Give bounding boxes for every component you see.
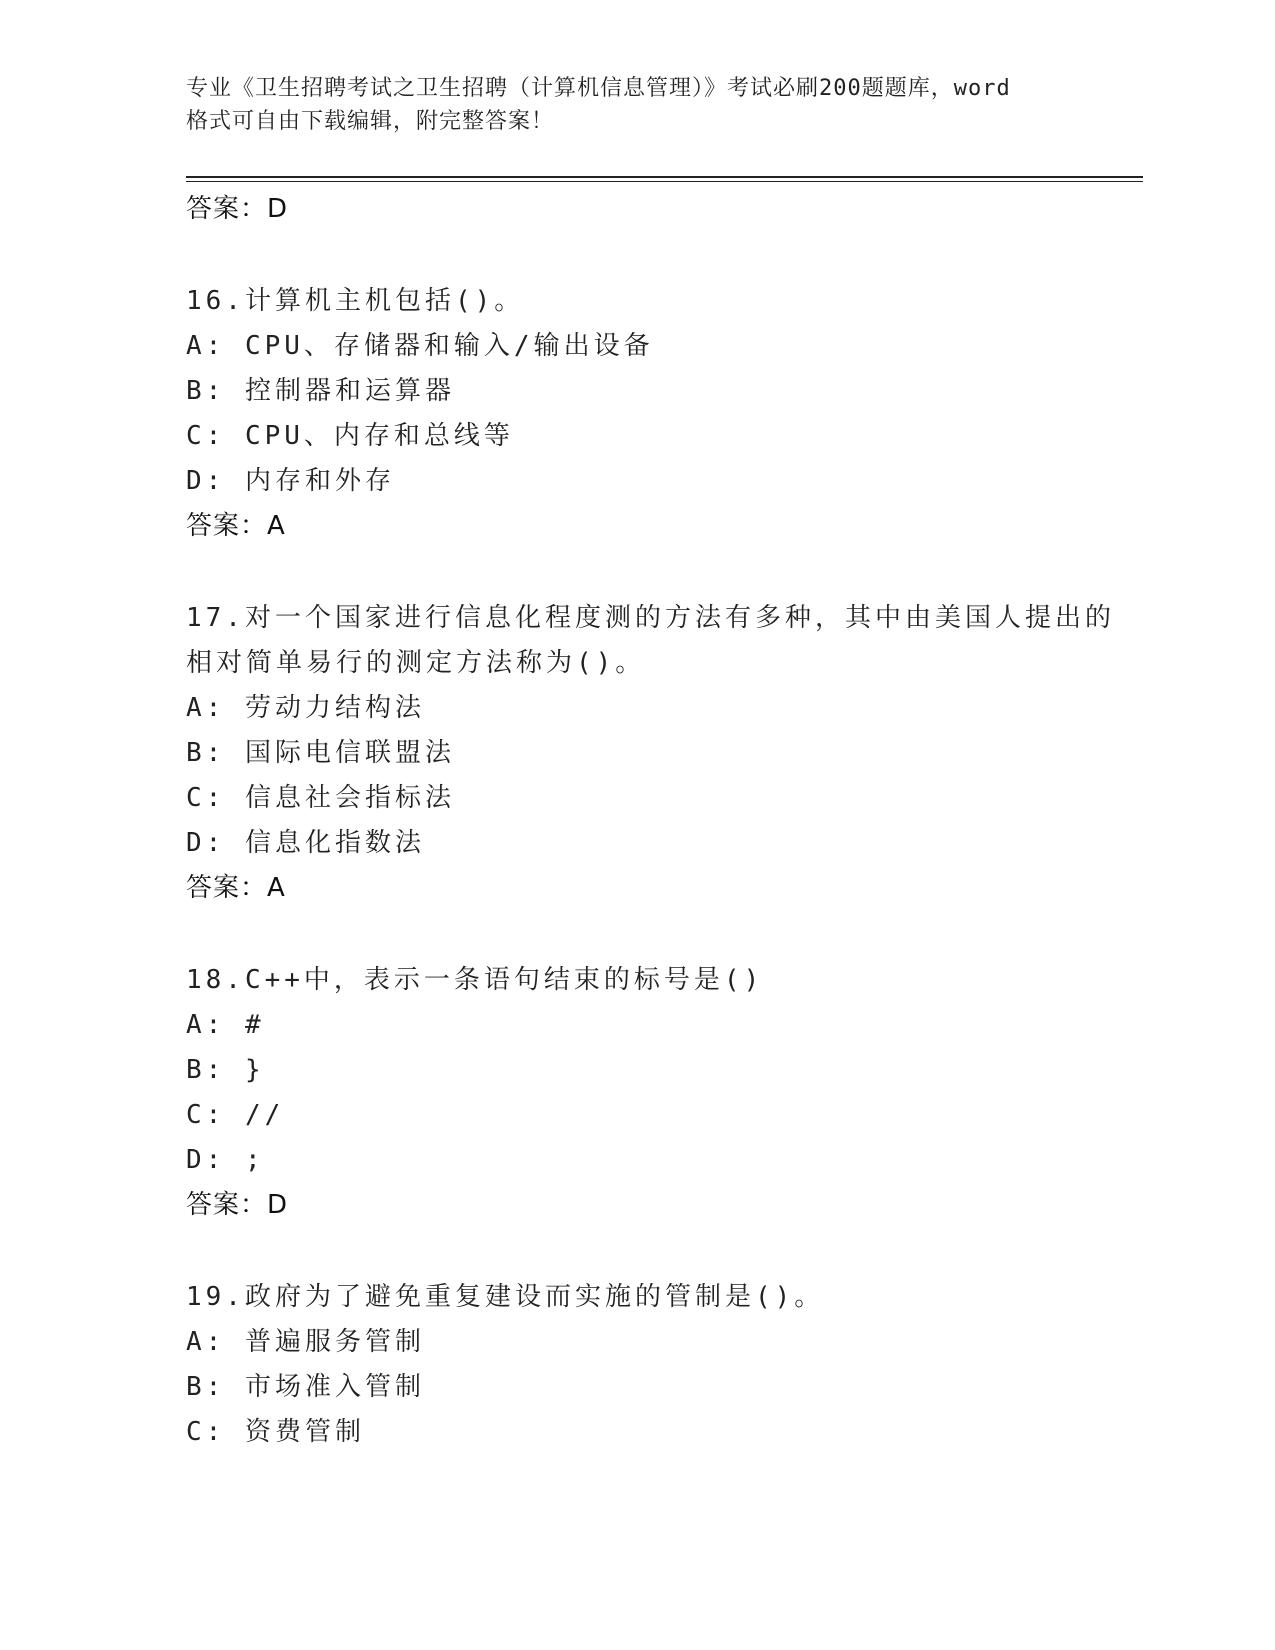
header-line-2: 格式可自由下载编辑，附完整答案！ xyxy=(186,109,555,134)
question-18-option-a: A: # xyxy=(186,1010,265,1040)
question-18-text: 18.C++中，表示一条语句结束的标号是() xyxy=(186,965,764,995)
question-16-option-a: A: CPU、存储器和输入/输出设备 xyxy=(186,331,654,361)
question-18-option-c: C: // xyxy=(186,1100,285,1130)
question-16-option-b: B: 控制器和运算器 xyxy=(186,376,455,406)
question-19-option-c: C: 资费管制 xyxy=(186,1417,365,1447)
document-header xyxy=(186,72,1086,138)
question-16-text: 16.计算机主机包括()。 xyxy=(186,286,525,316)
spacer xyxy=(186,1228,1136,1275)
question-16-option-d: D: 内存和外存 xyxy=(186,466,395,496)
question-17-option-a: A: 劳动力结构法 xyxy=(186,693,425,723)
question-block-16 xyxy=(186,279,1136,549)
question-19-option-a: A: 普遍服务管制 xyxy=(186,1327,425,1357)
question-17-option-c: C: 信息社会指标法 xyxy=(186,783,455,813)
question-16-option-c: C: CPU、内存和总线等 xyxy=(186,421,514,451)
question-18-option-d: D: ; xyxy=(186,1145,265,1175)
header-divider-thin xyxy=(186,181,1143,182)
question-block-18 xyxy=(186,958,1136,1228)
spacer xyxy=(186,232,1136,279)
question-list xyxy=(186,187,1136,1455)
question-17-text-line-2: 相对简单易行的测定方法称为()。 xyxy=(186,648,646,678)
answer-18: 答案：D xyxy=(186,1190,289,1220)
question-17-text-line-1: 17.对一个国家进行信息化程度测的方法有多种，其中由美国人提出的 xyxy=(186,603,1115,633)
header-divider-thick xyxy=(186,176,1143,178)
question-18-option-b: B: } xyxy=(186,1055,265,1085)
header-line-1: 专业《卫生招聘考试之卫生招聘（计算机信息管理）》考试必刷200题题库，word xyxy=(186,76,1011,101)
answer-15: 答案：D xyxy=(186,194,289,224)
question-17-option-d: D: 信息化指数法 xyxy=(186,828,425,858)
answer-17: 答案：A xyxy=(186,873,286,903)
spacer xyxy=(186,911,1136,958)
question-17-option-b: B: 国际电信联盟法 xyxy=(186,738,455,768)
spacer xyxy=(186,549,1136,596)
answer-16: 答案：A xyxy=(186,511,286,541)
question-block-19 xyxy=(186,1275,1136,1455)
question-19-text: 19.政府为了避免重复建设而实施的管制是()。 xyxy=(186,1282,825,1312)
question-block-17 xyxy=(186,596,1136,911)
question-19-option-b: B: 市场准入管制 xyxy=(186,1372,425,1402)
